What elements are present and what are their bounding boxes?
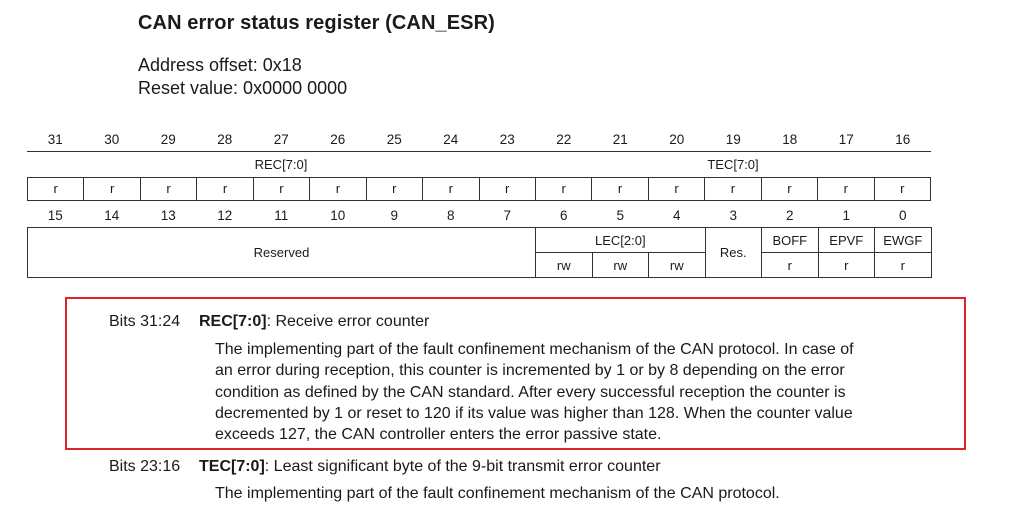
access-cell: r — [705, 178, 761, 200]
access-cell: r — [28, 178, 84, 200]
rec-line: condition as defined by the CAN standard. After every successful reception the counter is — [215, 383, 846, 401]
bit-number: 13 — [160, 208, 176, 223]
access-cell: r — [592, 178, 648, 200]
upper-access-row — [27, 177, 931, 201]
bit-number: 23 — [499, 132, 515, 147]
access-cell: r — [84, 178, 140, 200]
bit-number: 5 — [616, 208, 624, 223]
tec-description-body — [215, 483, 935, 504]
bit-number: 31 — [47, 132, 63, 147]
access-boff: r — [762, 253, 819, 278]
access-cell: r — [423, 178, 479, 200]
bit-number: 28 — [217, 132, 233, 147]
access-cell: r — [649, 178, 705, 200]
register-title: CAN error status register (CAN_ESR) — [138, 12, 495, 34]
bit-number: 18 — [782, 132, 798, 147]
bit-number: 29 — [160, 132, 176, 147]
tec-field-name: TEC[7:0] — [199, 458, 265, 475]
upper-bit-numbers — [27, 129, 931, 151]
access-cell: r — [536, 178, 592, 200]
rec-description-heading — [109, 313, 429, 331]
access-cell: r — [367, 178, 423, 200]
access-cell: r — [197, 178, 253, 200]
address-offset: Address offset: 0x18 — [138, 55, 302, 75]
rec-description-body — [215, 339, 935, 445]
tec-bit-range: Bits 23:16 — [109, 458, 181, 475]
rec-summary: : Receive error counter — [266, 313, 430, 330]
field-rec: REC[7:0] — [254, 157, 308, 172]
register-upper-half — [27, 129, 931, 201]
register-lower-half — [27, 205, 931, 278]
field-res: Res. — [705, 228, 762, 278]
lower-field-table — [27, 227, 932, 278]
bit-number: 22 — [556, 132, 572, 147]
bit-number: 11 — [274, 208, 289, 223]
access-cell: r — [254, 178, 310, 200]
tec-line: The implementing part of the fault confinement mechanism of the CAN protocol. — [215, 485, 780, 502]
bit-number: 24 — [443, 132, 459, 147]
tec-description-heading — [109, 458, 661, 476]
bit-number: 9 — [390, 208, 398, 223]
tec-summary: : Least significant byte of the 9-bit transmit error counter — [264, 458, 661, 475]
register-info — [138, 54, 347, 100]
access-cell: r — [900, 181, 905, 196]
access-lec-2: rw — [536, 253, 593, 278]
field-lec: LEC[2:0] — [536, 228, 706, 253]
bit-number: 2 — [785, 208, 794, 223]
rec-bit-range: Bits 31:24 — [109, 313, 181, 330]
bit-number: 19 — [725, 132, 741, 147]
bit-number: 25 — [386, 132, 402, 147]
access-ewgf: r — [875, 253, 932, 278]
bit-number: 7 — [503, 208, 511, 223]
bit-number: 1 — [842, 208, 850, 223]
access-lec-1: rw — [592, 253, 649, 278]
reset-value: Reset value: 0x0000 0000 — [138, 78, 348, 98]
rec-line: an error during reception, this counter is incremented by 1 or by 8 depending on the error — [215, 362, 845, 380]
bit-number: 20 — [669, 132, 685, 147]
bit-number: 10 — [330, 208, 346, 223]
bit-number: 12 — [217, 208, 233, 223]
bit-number: 26 — [330, 132, 346, 147]
access-lec-0: rw — [649, 253, 706, 278]
access-cell: r — [141, 178, 197, 200]
bit-number: 15 — [47, 208, 63, 223]
bit-number: 6 — [559, 208, 568, 223]
upper-field-row — [27, 151, 931, 177]
bit-number: 4 — [672, 208, 681, 223]
access-cell: r — [480, 178, 536, 200]
bit-number: 21 — [612, 132, 628, 147]
bit-number: 8 — [446, 208, 455, 223]
field-tec: TEC[7:0] — [707, 157, 759, 172]
field-epvf: EPVF — [818, 228, 875, 253]
bit-number: 0 — [898, 208, 907, 223]
field-reserved: Reserved — [28, 228, 536, 278]
access-cell: r — [818, 178, 874, 200]
lower-bit-numbers — [27, 205, 931, 227]
rec-field-name: REC[7:0] — [199, 313, 267, 330]
rec-line: decremented by 1 or reset to 120 if its value was higher than 128. When the counter value — [215, 404, 853, 422]
bit-number: 3 — [729, 208, 737, 223]
field-ewgf: EWGF — [875, 228, 932, 253]
access-epvf: r — [818, 253, 875, 278]
bit-number: 17 — [838, 132, 854, 147]
rec-line: The implementing part of the fault confinement mechanism of the CAN protocol. In case of — [215, 341, 854, 358]
rec-line: exceeds 127, the CAN controller enters the error passive state. — [215, 426, 662, 444]
bit-number: 16 — [895, 132, 911, 147]
bit-number: 30 — [104, 132, 120, 147]
access-cell: r — [310, 178, 366, 200]
access-cell: r — [762, 178, 818, 200]
bit-number: 27 — [273, 132, 289, 147]
field-boff: BOFF — [762, 228, 819, 253]
bit-number: 14 — [104, 208, 120, 223]
